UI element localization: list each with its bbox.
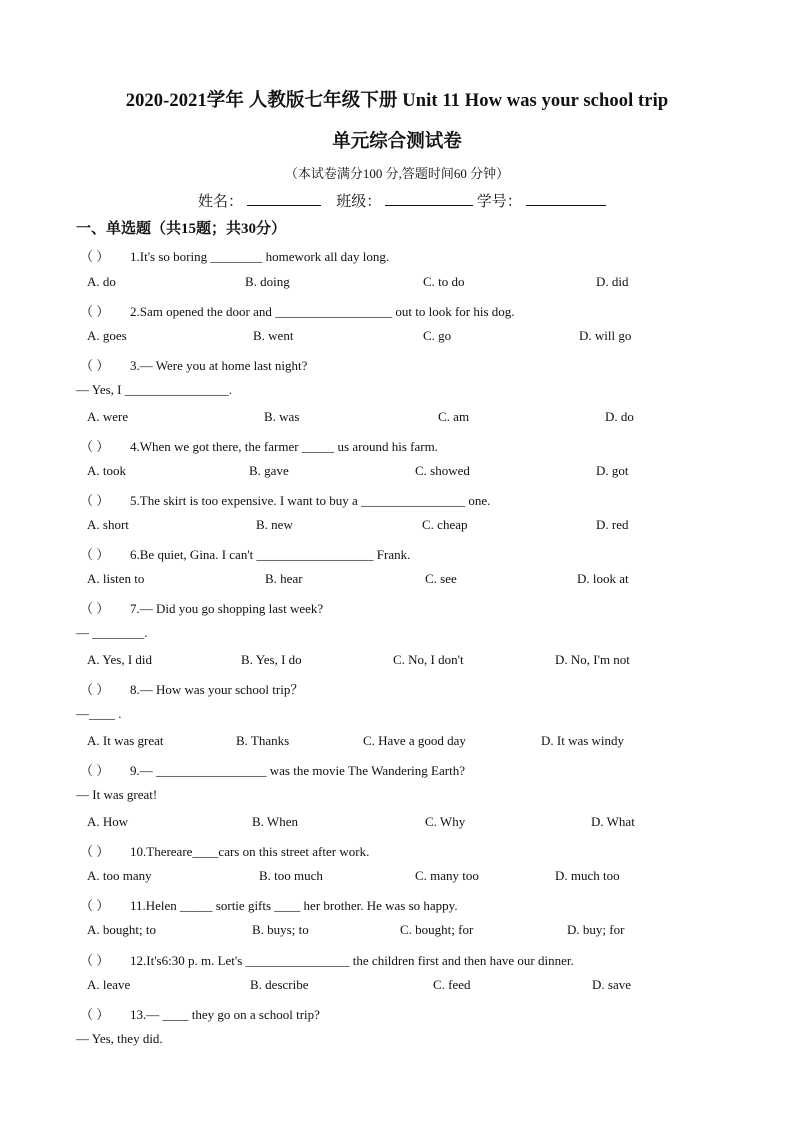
answer-bracket[interactable]: （ ） — [80, 358, 110, 373]
option-b: B. too much — [259, 868, 323, 883]
option-c: C. feed — [433, 977, 471, 992]
option-c: C. bought; for — [400, 922, 474, 937]
option-d: D. do — [605, 409, 634, 424]
name-label: 姓名： — [198, 194, 244, 210]
option-d: D. buy; for — [567, 922, 625, 937]
answer-bracket[interactable]: （ ） — [80, 1007, 110, 1022]
section-title: 一、单选题（共15题；共30分） — [76, 221, 287, 237]
option-b: B. was — [264, 409, 300, 424]
option-b: B. buys; to — [252, 922, 309, 937]
answer-bracket[interactable]: （ ） — [80, 439, 110, 454]
option-a: A. How — [87, 814, 129, 829]
question-stem: （ ） 2.Sam opened the door and __________________ out to look for his dog. — [80, 301, 515, 320]
option-b: B. went — [253, 328, 294, 343]
option-a: A. short — [87, 517, 129, 532]
question-stem: （ ） 6.Be quiet, Gina. I can't __________________ Frank. — [80, 544, 410, 563]
option-c: C. see — [425, 571, 457, 586]
answer-bracket[interactable]: （ ） — [80, 493, 110, 508]
question-stem: （ ） 11.Helen _____ sortie gifts ____ her brother. He was so happy. — [80, 895, 458, 914]
answer-bracket[interactable]: （ ） — [80, 304, 110, 319]
option-d: D. will go — [579, 328, 632, 343]
option-c: C. No, I don't — [393, 652, 464, 667]
option-a: A. bought; to — [87, 922, 156, 937]
option-d: D. No, I'm not — [555, 652, 630, 667]
option-d: D. got — [596, 463, 629, 478]
question-stem: （ ） 3.— Were you at home last night? — [80, 355, 307, 374]
option-d: D. much too — [555, 868, 620, 883]
question-stem: （ ） 1.It's so boring ________ homework all day long. — [80, 246, 389, 265]
option-c: C. go — [423, 328, 452, 343]
option-d: D. did — [596, 274, 629, 289]
option-c: C. many too — [415, 868, 479, 883]
option-a: A. too many — [87, 868, 152, 883]
option-b: B. Thanks — [236, 733, 290, 748]
question-stem: （ ） 5.The skirt is too expensive. I want to buy a ________________ one. — [80, 490, 490, 509]
answer-line: —____ . — [76, 706, 122, 721]
option-a: A. It was great — [87, 733, 164, 748]
option-b: B. hear — [265, 571, 303, 586]
id-label: 学号： — [476, 194, 522, 210]
question-stem: （ ） 10.Thereare____cars on this street after work. — [80, 841, 369, 860]
option-c: C. showed — [415, 463, 470, 478]
class-label: 班级： — [336, 194, 382, 210]
option-c: C. Why — [425, 814, 466, 829]
exam-title-line2: 单元综合测试卷 — [332, 132, 462, 152]
answer-bracket[interactable]: （ ） — [80, 898, 110, 913]
option-d: D. save — [592, 977, 631, 992]
question-stem: （ ） 12.It's6:30 p. m. Let's ________________ the children first and then have our dinner. — [80, 950, 574, 969]
student-info-row — [198, 190, 606, 211]
option-b: B. When — [252, 814, 298, 829]
option-b: B. doing — [245, 274, 290, 289]
option-c: C. cheap — [422, 517, 468, 532]
option-b: B. Yes, I do — [241, 652, 302, 667]
id-blank[interactable] — [526, 191, 606, 206]
option-d: D. look at — [577, 571, 629, 586]
answer-line: — ________. — [76, 625, 148, 640]
option-a: A. listen to — [87, 571, 145, 586]
option-c: C. Have a good day — [363, 733, 466, 748]
question-stem: （ ） 4.When we got there, the farmer _____ us around his farm. — [80, 436, 438, 455]
answer-bracket[interactable]: （ ） — [80, 763, 110, 778]
option-c: C. to do — [423, 274, 465, 289]
option-d: D. What — [591, 814, 635, 829]
option-a: A. leave — [87, 977, 131, 992]
answer-bracket[interactable]: （ ） — [80, 953, 110, 968]
option-b: B. gave — [249, 463, 289, 478]
option-a: A. goes — [87, 328, 127, 343]
answer-bracket[interactable]: （ ） — [80, 249, 110, 264]
exam-subtitle: （本试卷满分100 分,答题时间60 分钟） — [284, 166, 510, 181]
question-stem: （ ） 9.— _________________ was the movie The Wandering Earth? — [80, 760, 465, 779]
answer-bracket[interactable]: （ ） — [80, 547, 110, 562]
answer-line: — Yes, they did. — [76, 1031, 163, 1046]
question-stem: （ ） 13.— ____ they go on a school trip? — [80, 1004, 320, 1023]
exam-title-line1: 2020-2021学年 人教版七年级下册 Unit 11 How was your school trip — [125, 91, 669, 111]
answer-bracket[interactable]: （ ） — [80, 844, 110, 859]
question-stem: （ ） 8.— How was your school trip？ — [80, 679, 303, 698]
name-blank[interactable] — [247, 191, 321, 206]
option-a: A. took — [87, 463, 126, 478]
option-d: D. red — [596, 517, 629, 532]
option-b: B. new — [256, 517, 293, 532]
option-c: C. am — [438, 409, 470, 424]
option-d: D. It was windy — [541, 733, 625, 748]
question-stem: （ ） 7.— Did you go shopping last week? — [80, 598, 323, 617]
answer-bracket[interactable]: （ ） — [80, 682, 110, 697]
option-a: A. do — [87, 274, 116, 289]
option-a: A. were — [87, 409, 129, 424]
answer-bracket[interactable]: （ ） — [80, 601, 110, 616]
option-a: A. Yes, I did — [87, 652, 153, 667]
answer-line: — Yes, I ________________. — [76, 382, 233, 397]
option-b: B. describe — [250, 977, 309, 992]
answer-line: — It was great! — [76, 787, 158, 802]
class-blank[interactable] — [385, 191, 473, 206]
